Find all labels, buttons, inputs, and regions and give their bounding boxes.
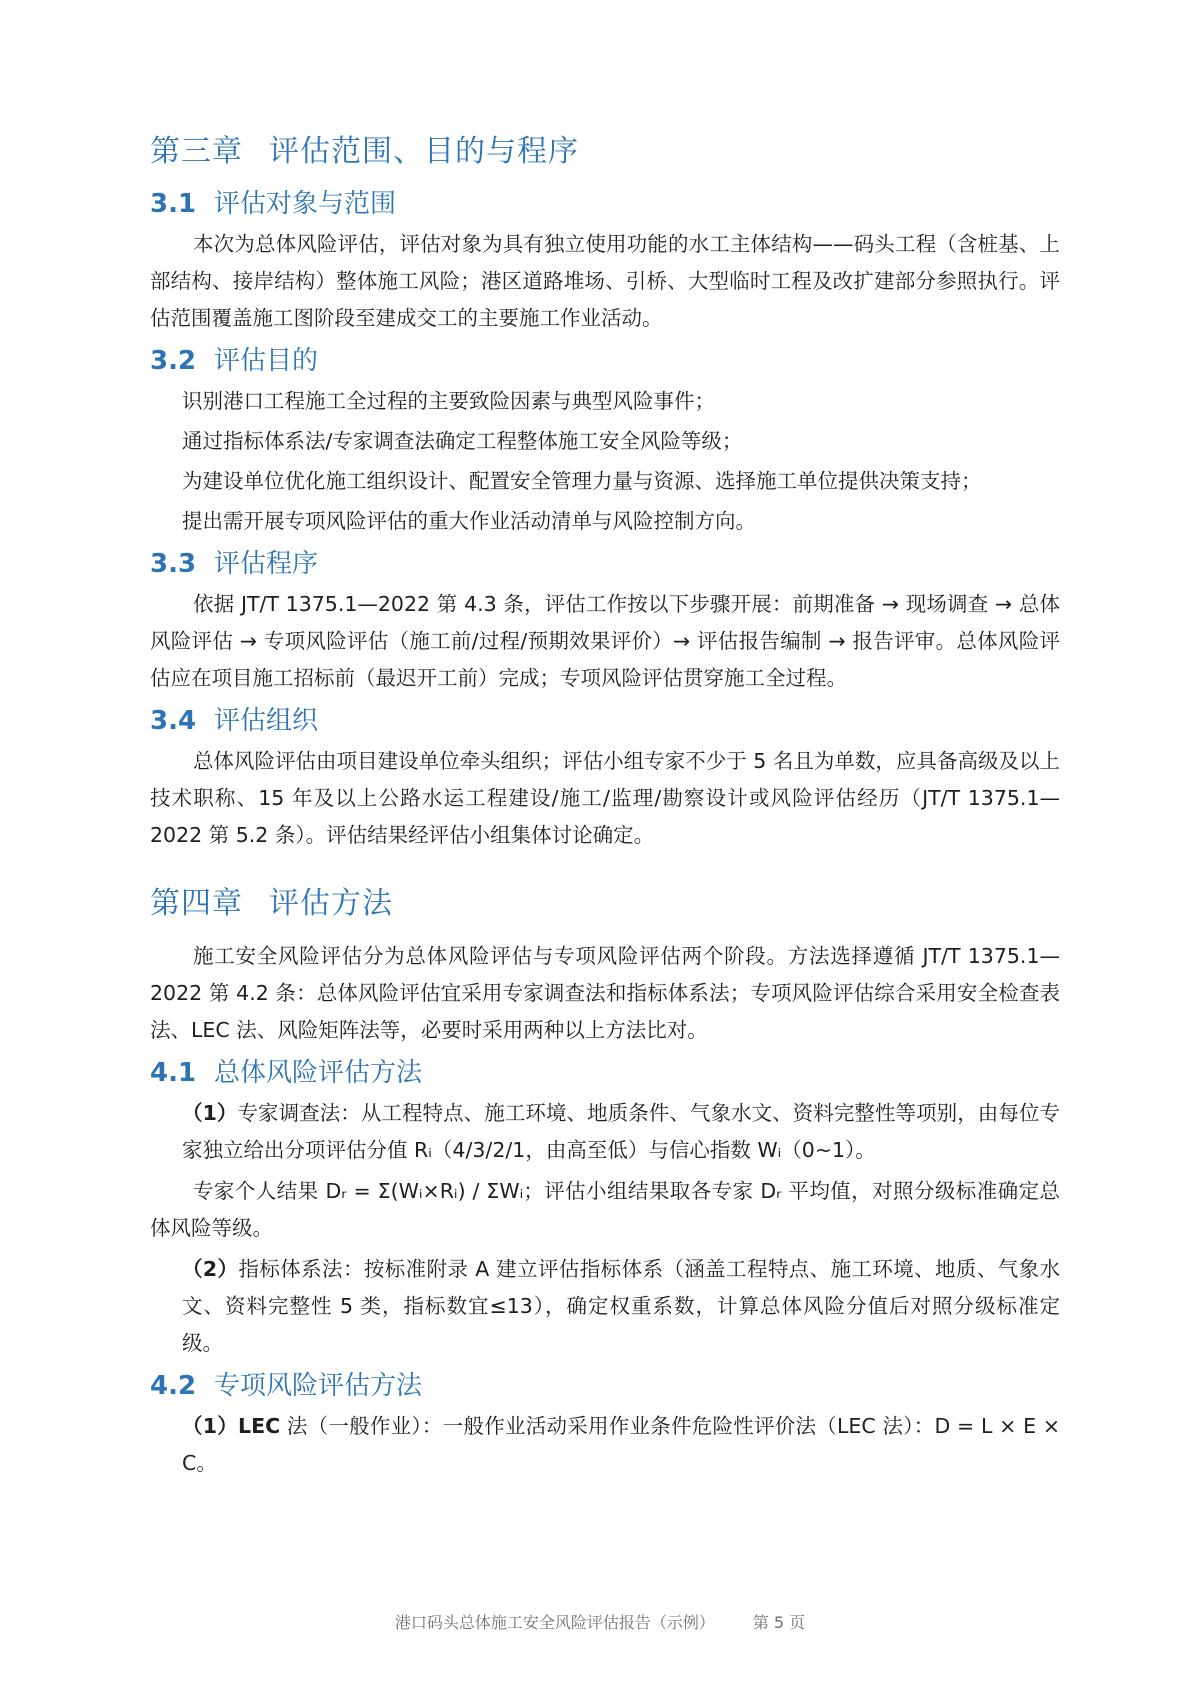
chapter-4-intro: 施工安全风险评估分为总体风险评估与专项风险评估两个阶段。方法选择遵循 JT/T 1375.1—2022 第 4.2 条：总体风险评估宜采用专家调查法和指标体系法；专项风险评估综合采用安全检查表法、LEC 法、风险矩阵法等，必要时采用两种以上方法比对。 <box>150 944 1060 1042</box>
chapter-4-number: 第四章 <box>150 886 243 921</box>
method-label: （2） <box>182 1257 239 1281</box>
chapter-4-title: 评估方法 <box>269 886 393 921</box>
section-title: 评估目的 <box>214 346 319 376</box>
method-label: （1） <box>182 1101 238 1125</box>
section-3-1-paragraph: 本次为总体风险评估，评估对象为具有独立使用功能的水工主体结构——码头工程（含桩基、上部结构、接岸结构）整体施工风险；港区道路堆场、引桥、大型临时工程及改扩建部分参照执行。评估范围覆盖施工图阶段至建成交工的主要施工作业活动。 <box>150 232 1060 330</box>
list-item: 通过指标体系法/专家调查法确定工程整体施工安全风险等级； <box>182 429 743 453</box>
list-item: 提出需开展专项风险评估的重大作业活动清单与风险控制方向。 <box>182 509 756 533</box>
document-body <box>150 132 1060 1486</box>
section-4-1-heading <box>150 1055 1060 1091</box>
method-lec <box>182 1408 1060 1482</box>
section-number: 3.4 <box>150 706 197 736</box>
purpose-list <box>150 383 1060 540</box>
chapter-3-title: 评估范围、目的与程序 <box>269 134 579 169</box>
section-3-3-paragraph: 依据 JT/T 1375.1—2022 第 4.3 条，评估工作按以下步骤开展：前期准备 → 现场调查 → 总体风险评估 → 专项风险评估（施工前/过程/预期效果评价）→ 评估报告编制 → 报告评审。总体风险评估应在项目施工招标前（最迟开工前）完成；专项风险评估贯穿施工全过程。 <box>150 592 1060 690</box>
section-3-2-heading <box>150 343 1060 379</box>
section-3-3-heading <box>150 546 1060 582</box>
footer-document-title: 港口码头总体施工安全风险评估报告（示例） <box>394 1613 715 1632</box>
page-number: 第 5 页 <box>752 1613 806 1632</box>
chapter-3-heading <box>150 132 1060 172</box>
method-expert-survey <box>182 1095 1060 1169</box>
section-3-1-heading <box>150 186 1060 222</box>
section-number: 3.1 <box>150 189 197 219</box>
section-3-4-paragraph: 总体风险评估由项目建设单位牵头组织；评估小组专家不少于 5 名且为单数，应具备高级及以上技术职称、15 年及以上公路水运工程建设/施工/监理/勘察设计或风险评估经历（JT/T 1375.1—2022 第 5.2 条）。评估结果经评估小组集体讨论确定。 <box>150 749 1060 847</box>
chapter-3-number: 第三章 <box>150 134 243 169</box>
expert-result-formula: 专家个人结果 Dᵣ = Σ(Wᵢ×Rᵢ) / ΣWᵢ；评估小组结果取各专家 Dᵣ 平均值，对照分级标准确定总体风险等级。 <box>150 1179 1060 1240</box>
section-title: 评估程序 <box>214 549 319 579</box>
method-text: 指标体系法：按标准附录 A 建立评估指标体系（涵盖工程特点、施工环境、地质、气象水文、资料完整性 5 类，指标数宜≤13），确定权重系数，计算总体风险分值后对照分级标准定级。 <box>182 1257 1061 1355</box>
section-3-4-heading <box>150 703 1060 739</box>
section-title: 评估组织 <box>214 706 319 736</box>
method-text: 专家调查法：从工程特点、施工环境、地质条件、气象水文、资料完整性等项别，由每位专家独立给出分项评估分值 Rᵢ（4/3/2/1，由高至低）与信心指数 Wᵢ（0~1）。 <box>182 1101 1061 1162</box>
section-number: 4.2 <box>150 1371 197 1401</box>
section-number: 3.2 <box>150 346 197 376</box>
method-indicator-system <box>182 1251 1060 1362</box>
section-4-2-heading <box>150 1368 1060 1404</box>
section-title: 总体风险评估方法 <box>214 1058 423 1088</box>
page-footer <box>0 1610 1200 1633</box>
section-number: 4.1 <box>150 1058 197 1088</box>
section-number: 3.3 <box>150 549 197 579</box>
list-item: 为建设单位优化施工组织设计、配置安全管理力量与资源、选择施工单位提供决策支持； <box>182 469 982 493</box>
chapter-4-heading <box>150 884 1060 924</box>
method-text: 法（一般作业）：一般作业活动采用作业条件危险性评价法（LEC 法）：D = L × E × C。 <box>182 1414 1060 1475</box>
section-title: 专项风险评估方法 <box>214 1371 423 1401</box>
section-title: 评估对象与范围 <box>214 189 397 219</box>
list-item: 识别港口工程施工全过程的主要致险因素与典型风险事件； <box>182 389 715 413</box>
method-label: （1）LEC <box>182 1414 281 1438</box>
